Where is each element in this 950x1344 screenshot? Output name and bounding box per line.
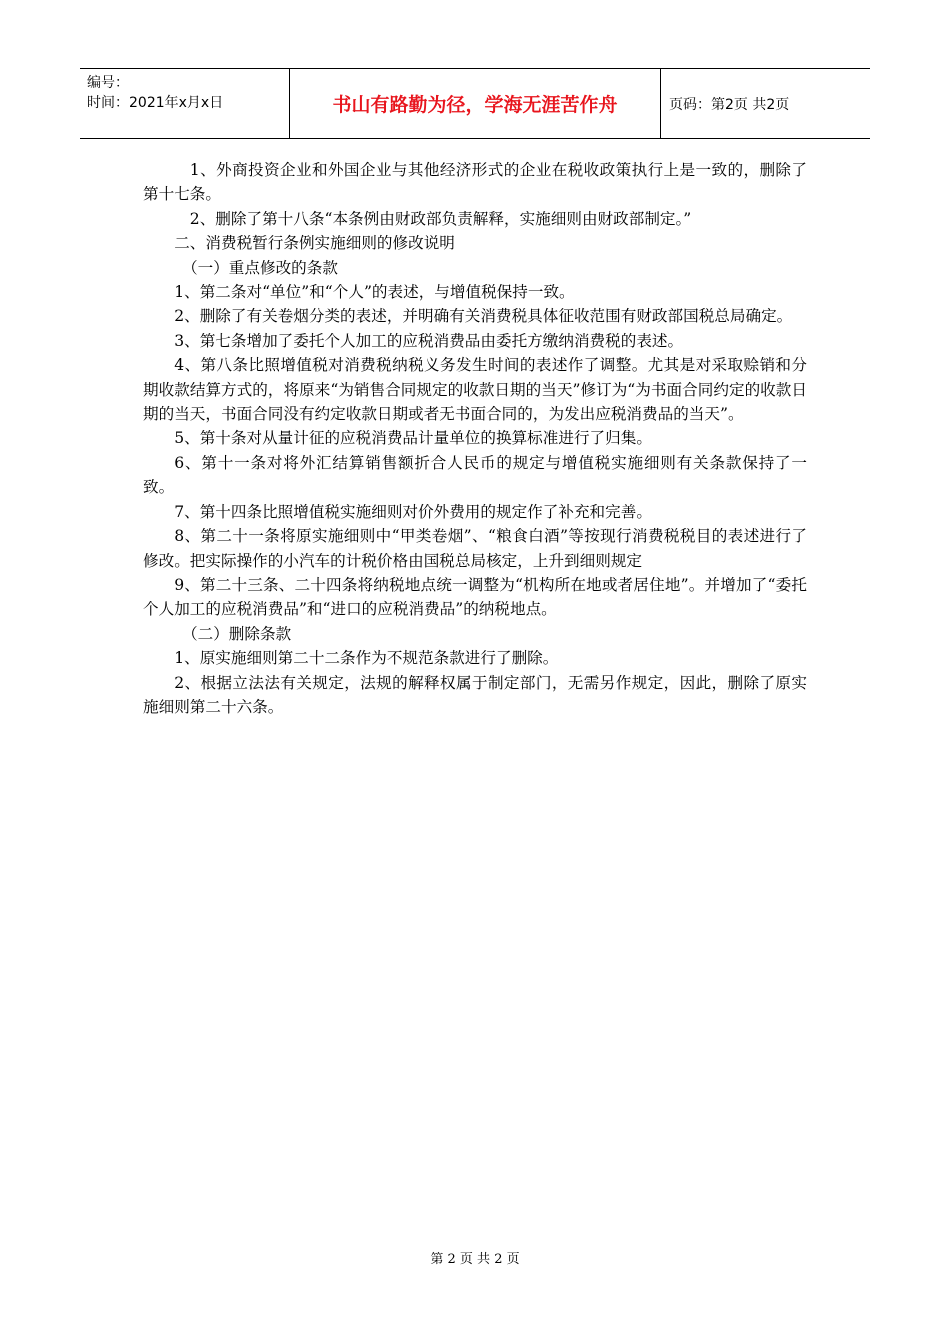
- page-footer: 第 2 页 共 2 页: [430, 1252, 520, 1267]
- paragraph: 8、第二十一条将原实施细则中“甲类卷烟”、“粮食白酒”等按现行消费税税目的表述进行了修改。把实际操作的小汽车的计税价格由国税总局核定，上升到细则规定: [143, 527, 807, 570]
- paragraph: 2、删除了第十八条“本条例由财政部负责解释，实施细则由财政部制定。”: [189, 209, 692, 228]
- document-body: [143, 158, 807, 719]
- subsection-heading: （一）重点修改的条款: [182, 258, 338, 277]
- paragraph: 6、第十一条对将外汇结算销售额折合人民币的规定与增值税实施细则有关条款保持了一致。: [143, 453, 807, 497]
- header-page-info: 页码：第2页 共2页: [669, 96, 790, 113]
- paragraph: 2、删除了有关卷烟分类的表述，并明确有关消费税具体征收范围有财政部国税总局确定。: [174, 307, 793, 326]
- paragraph: 5、第十条对从量计征的应税消费品计量单位的换算标准进行了归集。: [174, 429, 652, 448]
- paragraph: 1、第二条对“单位”和“个人”的表述，与增值税保持一致。: [174, 283, 575, 302]
- header-motto: 书山有路勤为径，学海无涯苦作舟: [290, 69, 661, 138]
- page-header: [80, 68, 870, 139]
- paragraph: 7、第十四条比照增值税实施细则对价外费用的规定作了补充和完善。: [174, 502, 652, 521]
- paragraph: 1、原实施细则第二十二条作为不规范条款进行了删除。: [174, 649, 559, 668]
- paragraph: 1、外商投资企业和外国企业与其他经济形式的企业在税收政策执行上是一致的，删除了第十七条。: [143, 161, 807, 204]
- header-meta: [80, 69, 290, 138]
- paragraph: 9、第二十三条、二十四条将纳税地点统一调整为“机构所在地或者居住地”。并增加了“委托个人加工的应税消费品”和“进口的应税消费品”的纳税地点。: [143, 575, 807, 619]
- section-heading: 二、消费税暂行条例实施细则的修改说明: [174, 234, 455, 253]
- paragraph: 4、第八条比照增值税对消费税纳税义务发生时间的表述作了调整。尤其是对采取赊销和分期收款结算方式的，将原来“为销售合同规定的收款日期的当天”修订为“为书面合同约定的收款日期的当天，书面合同没有约定收款日期或者无书面合同的，为发出应税消费品的当天”。: [143, 356, 807, 424]
- document-number-label: 编号：: [87, 75, 129, 91]
- subsection-heading: （二）删除条款: [182, 624, 292, 643]
- document-date: 时间：2021年x月x日: [87, 95, 224, 111]
- paragraph: 2、根据立法法有关规定，法规的解释权属于制定部门，无需另作规定，因此，删除了原实施细则第二十六条。: [143, 673, 807, 716]
- paragraph: 3、第七条增加了委托个人加工的应税消费品由委托方缴纳消费税的表述。: [174, 331, 684, 350]
